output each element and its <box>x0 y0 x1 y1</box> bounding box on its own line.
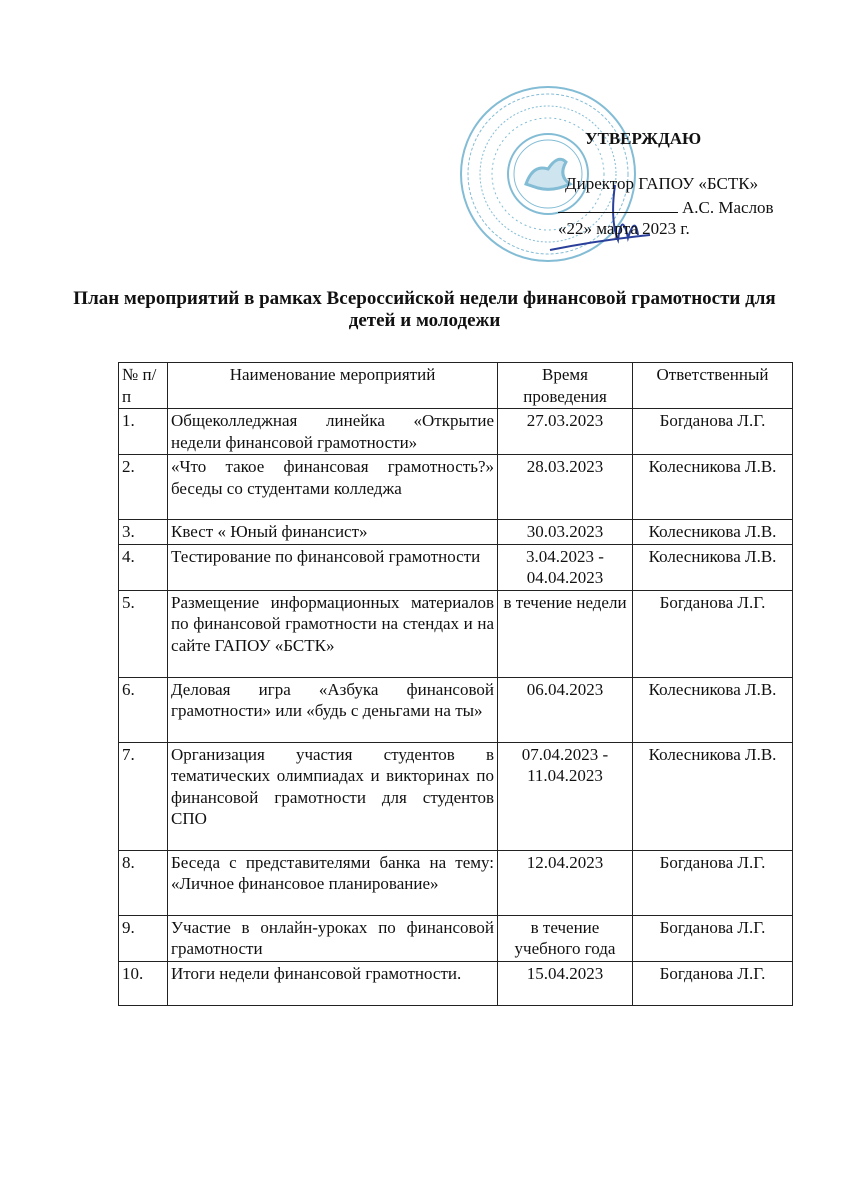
responsible-person: Колесникова Л.В. <box>633 544 793 590</box>
table-row <box>119 544 793 590</box>
approval-position: Директор ГАПОУ «БСТК» <box>565 174 759 193</box>
responsible-person: Колесникова Л.В. <box>633 742 793 850</box>
event-name: Деловая игра «Азбука финансовой грамотности» или «будь с деньгами на ты» <box>168 677 498 742</box>
row-number: 10. <box>119 961 168 1005</box>
event-name: Беседа с представителями банка на тему: «Личное финансовое планирование» <box>168 850 498 915</box>
responsible-person: Колесникова Л.В. <box>633 677 793 742</box>
table-row <box>119 677 793 742</box>
responsible-person: Богданова Л.Г. <box>633 915 793 961</box>
table-row <box>119 850 793 915</box>
row-number: 1. <box>119 409 168 455</box>
events-table <box>118 362 793 1006</box>
header-responsible: Ответственный <box>633 363 793 409</box>
event-name: Итоги недели финансовой грамотности. <box>168 961 498 1005</box>
row-number: 7. <box>119 742 168 850</box>
event-name: Общеколледжная линейка «Открытие недели финансовой грамотности» <box>168 409 498 455</box>
responsible-person: Колесникова Л.В. <box>633 520 793 545</box>
row-number: 5. <box>119 590 168 677</box>
responsible-person: Богданова Л.Г. <box>633 850 793 915</box>
row-number: 4. <box>119 544 168 590</box>
responsible-person: Богданова Л.Г. <box>633 590 793 677</box>
header-time: Время проведения <box>498 363 633 409</box>
responsible-person: Богданова Л.Г. <box>633 961 793 1005</box>
approval-signature-line <box>558 196 774 219</box>
table-row <box>119 409 793 455</box>
table-row <box>119 742 793 850</box>
approval-date: «22» марта 2023 г. <box>558 219 690 238</box>
table-row <box>119 915 793 961</box>
event-time: 27.03.2023 <box>498 409 633 455</box>
table-row <box>119 590 793 677</box>
event-time: 15.04.2023 <box>498 961 633 1005</box>
approval-title: УТВЕРЖДАЮ <box>585 129 702 148</box>
event-name: «Что такое финансовая грамотность?» беседы со студентами колледжа <box>168 455 498 520</box>
event-name: Организация участия студентов в тематических олимпиадах и викторинах по финансовой грамотности для студентов СПО <box>168 742 498 850</box>
header-event: Наименование мероприятий <box>168 363 498 409</box>
event-time: 28.03.2023 <box>498 455 633 520</box>
header-number: № п/п <box>119 363 168 409</box>
table-row <box>119 520 793 545</box>
event-time: 07.04.2023 - 11.04.2023 <box>498 742 633 850</box>
table-header-row <box>119 363 793 409</box>
row-number: 6. <box>119 677 168 742</box>
row-number: 9. <box>119 915 168 961</box>
row-number: 3. <box>119 520 168 545</box>
event-name: Квест « Юный финансист» <box>168 520 498 545</box>
row-number: 8. <box>119 850 168 915</box>
row-number: 2. <box>119 455 168 520</box>
table-row <box>119 961 793 1005</box>
document-title: План мероприятий в рамках Всероссийской недели финансовой грамотности для детей и молодежи <box>73 288 776 331</box>
event-time: 06.04.2023 <box>498 677 633 742</box>
event-time: 3.04.2023 - 04.04.2023 <box>498 544 633 590</box>
event-time: 12.04.2023 <box>498 850 633 915</box>
event-name: Размещение информационных материалов по финансовой грамотности на стендах и на сайте ГАПОУ «БСТК» <box>168 590 498 677</box>
event-name: Участие в онлайн-уроках по финансовой грамотности <box>168 915 498 961</box>
approval-name: А.С. Маслов <box>682 198 774 217</box>
responsible-person: Богданова Л.Г. <box>633 409 793 455</box>
event-time: в течение недели <box>498 590 633 677</box>
table-row <box>119 455 793 520</box>
event-name: Тестирование по финансовой грамотности <box>168 544 498 590</box>
responsible-person: Колесникова Л.В. <box>633 455 793 520</box>
event-time: 30.03.2023 <box>498 520 633 545</box>
event-time: в течение учебного года <box>498 915 633 961</box>
